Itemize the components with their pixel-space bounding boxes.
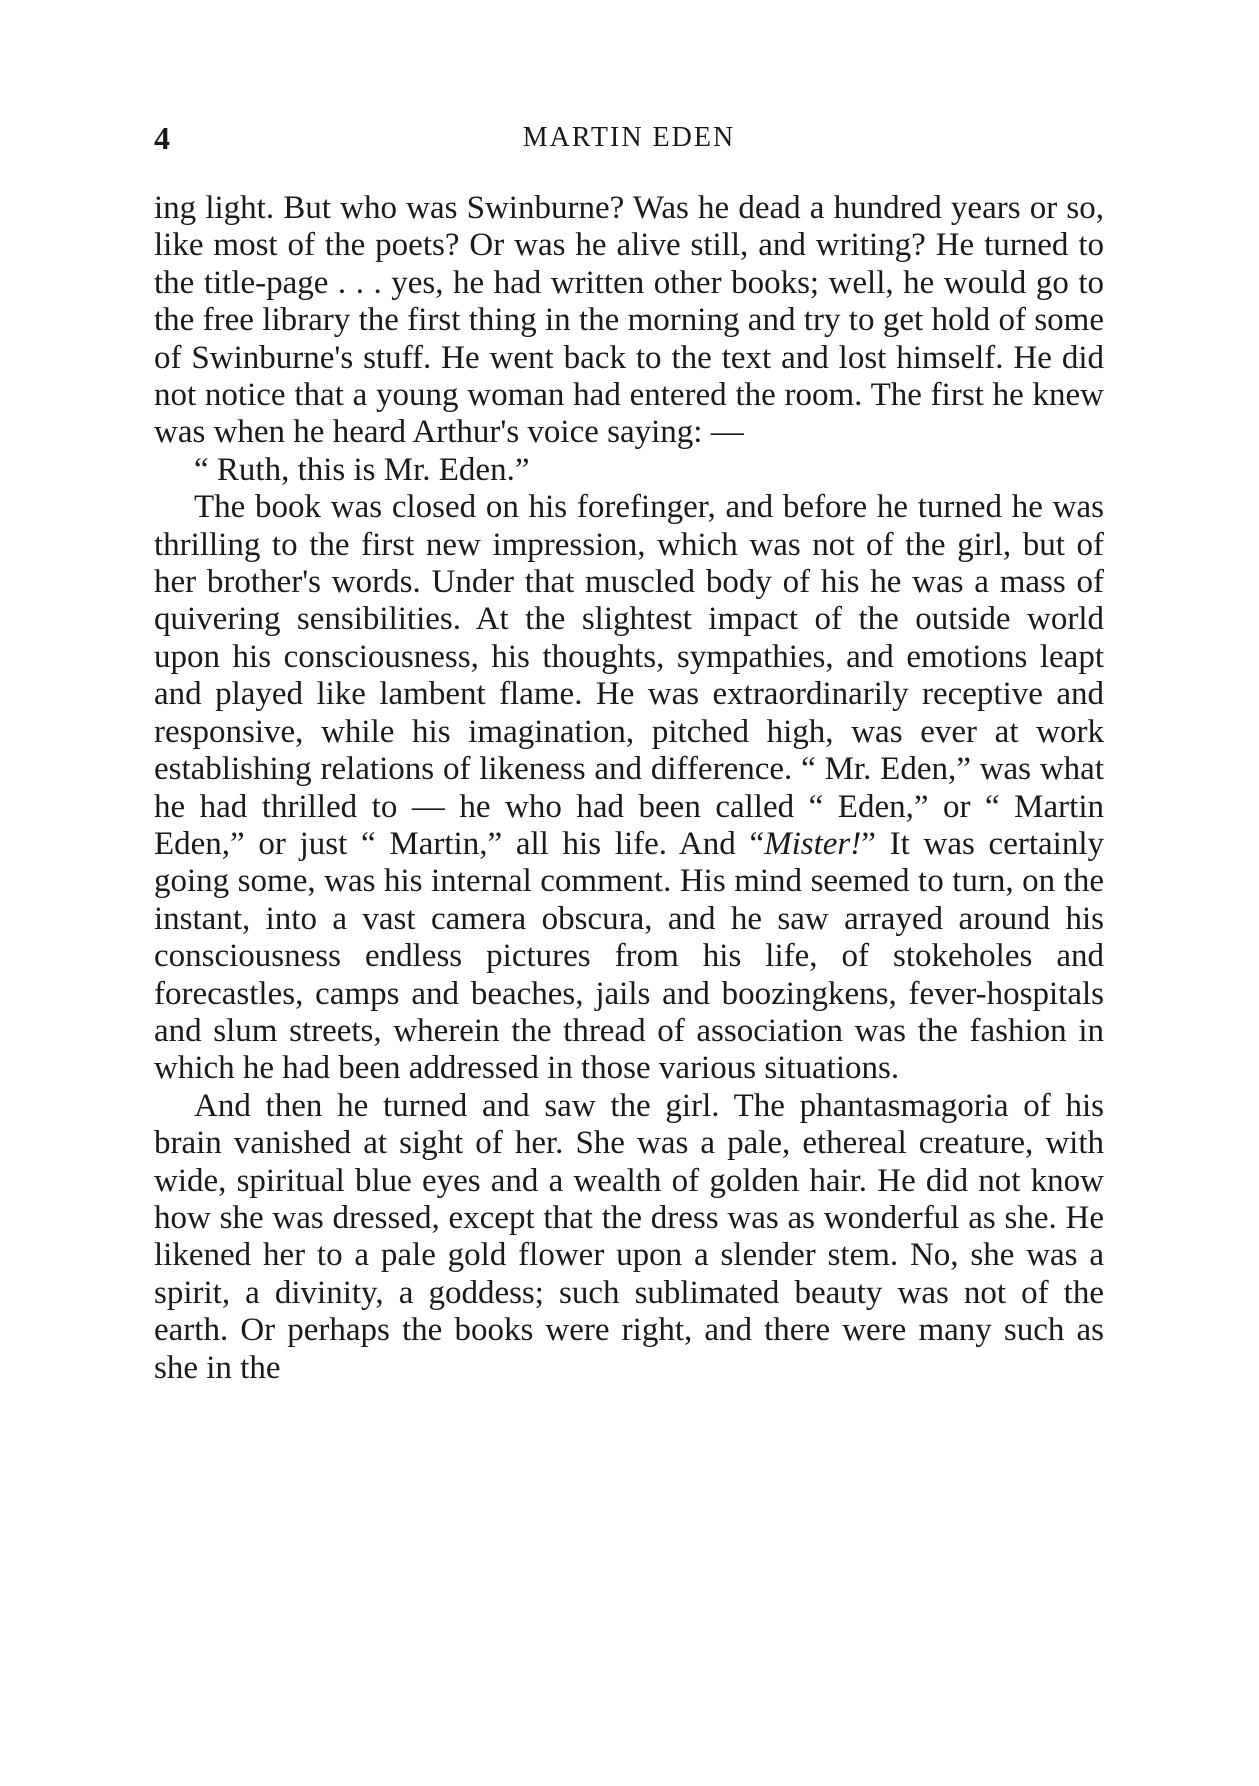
- page-number: 4: [154, 120, 170, 156]
- paragraph-dialogue: “ Ruth, this is Mr. Eden.”: [194, 451, 530, 488]
- italic-emphasis: Mister!: [764, 825, 862, 862]
- body-text: [154, 190, 1104, 1387]
- book-title: MARTIN EDEN: [522, 122, 736, 153]
- paragraph: ing light. But who was Swinburne? Was he dead a hundred years or so, like most of the poets? Or was he alive still, and writing? He turned to the title-page . . . yes, he had written other books; well, he would go to the free library the first thing in the morning and try to get hold of some of Swinburne's stuff. He went back to the text and lost himself. He did not notice that a young woman had entered the room. The first he knew was when he heard Arthur's voice saying: —: [154, 190, 1104, 451]
- running-head: [154, 120, 1104, 160]
- paragraph-text: The book was closed on his forefinger, and before he turned he was thrilling to the first new impression, which was not of the girl, but of her brother's words. Under that muscled body of his he was a mass of quivering sensibilities. At the slightest impact of the outside world upon his consciousness, his thoughts, sympathies, and emotions leapt and played like lambent flame. He was extraordinarily receptive and responsive, while his imagination, pitched high, was ever at work establishing relations of likeness and difference. “ Mr. Eden,” was what he had thrilled to — he who had been called “ Eden,” or “ Martin Eden,” or just “ Martin,” all his life. And “: [154, 489, 1104, 862]
- paragraph: [154, 489, 1104, 1088]
- paragraph: And then he turned and saw the girl. The phantasmagoria of his brain vanished at sight of her. She was a pale, ethereal creature, with wide, spiritual blue eyes and a wealth of golden hair. He did not know how she was dressed, except that the dress was as wonderful as she. He likened her to a pale gold flower upon a slender stem. No, she was a spirit, a divinity, a goddess; such sublimated beauty was not of the earth. Or perhaps the books were right, and there were many such as she in the: [154, 1087, 1104, 1386]
- paragraph-text: ” It was certainly going some, was his internal comment. His mind seemed to turn, on the instant, into a vast camera obscura, and he saw arrayed around his consciousness endless pictures from his life, of stokeholes and forecastles, camps and beaches, jails and boozingkens, fever-hospitals and slum streets, wherein the thread of association was the fashion in which he had been addressed in those various situations.: [154, 825, 1104, 1087]
- book-page: [154, 120, 1104, 1387]
